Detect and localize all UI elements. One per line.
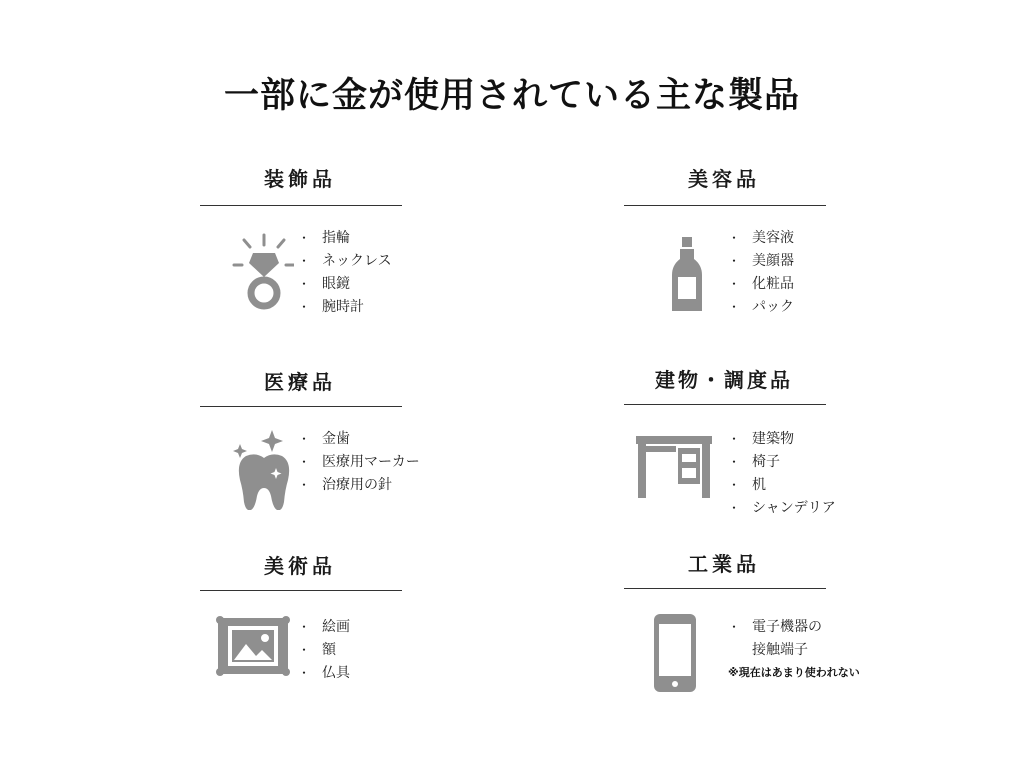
section-divider [200, 406, 402, 407]
list-item: ・ ネックレス [298, 253, 392, 269]
section-title: 美術品 [264, 554, 336, 578]
list-item: ・ 机 [728, 477, 766, 493]
item-list [298, 428, 420, 497]
list-item: ・ 腕時計 [298, 299, 364, 315]
ring-icon [214, 223, 294, 311]
section-divider [624, 404, 826, 405]
item-list [298, 616, 350, 685]
item-list [298, 227, 392, 319]
section-industrial [624, 548, 904, 723]
page-title: 一部に金が使用されている主な製品 [223, 76, 800, 116]
list-item: ・ シャンデリア [728, 500, 836, 516]
list-item: ・ 美容液 [728, 230, 794, 246]
bottle-icon [638, 223, 718, 311]
list-item: ・ 絵画 [298, 619, 350, 635]
section-accessories [200, 163, 480, 338]
section-title: 建物・調度品 [655, 368, 793, 392]
list-item: 接触端子 [752, 642, 808, 658]
list-item: ・ 電子機器の [728, 619, 822, 635]
list-item: ・ 建築物 [728, 431, 794, 447]
section-title: 工業品 [688, 552, 760, 576]
tooth-icon [214, 422, 294, 510]
section-medical [200, 366, 480, 541]
list-item: ・ 額 [298, 642, 336, 658]
section-title: 医療品 [264, 370, 336, 394]
section-divider [200, 590, 402, 591]
list-item: ・ 椅子 [728, 454, 780, 470]
list-item: ・ 指輪 [298, 230, 350, 246]
section-divider [200, 205, 402, 206]
section-divider [624, 588, 826, 589]
section-divider [624, 205, 826, 206]
section-art [200, 550, 480, 725]
footnote: ※現在はあまり使われない [728, 666, 860, 679]
list-item: ・ 医療用マーカー [298, 454, 420, 470]
desk-icon [634, 424, 714, 512]
list-item: ・ 眼鏡 [298, 276, 350, 292]
list-item: ・ 仏具 [298, 665, 350, 681]
list-item: ・ パック [728, 299, 794, 315]
picture-frame-icon [216, 604, 296, 692]
item-list [728, 428, 836, 520]
list-item: ・ 治療用の針 [298, 477, 392, 493]
smartphone-icon [638, 608, 718, 696]
list-item: ・ 化粧品 [728, 276, 794, 292]
item-list [728, 616, 822, 662]
section-beauty [624, 163, 904, 338]
list-item: ・ 美顔器 [728, 253, 794, 269]
item-list [728, 227, 794, 319]
section-title: 美容品 [688, 167, 760, 191]
section-building [624, 364, 904, 539]
list-item: ・ 金歯 [298, 431, 350, 447]
section-title: 装飾品 [264, 167, 336, 191]
